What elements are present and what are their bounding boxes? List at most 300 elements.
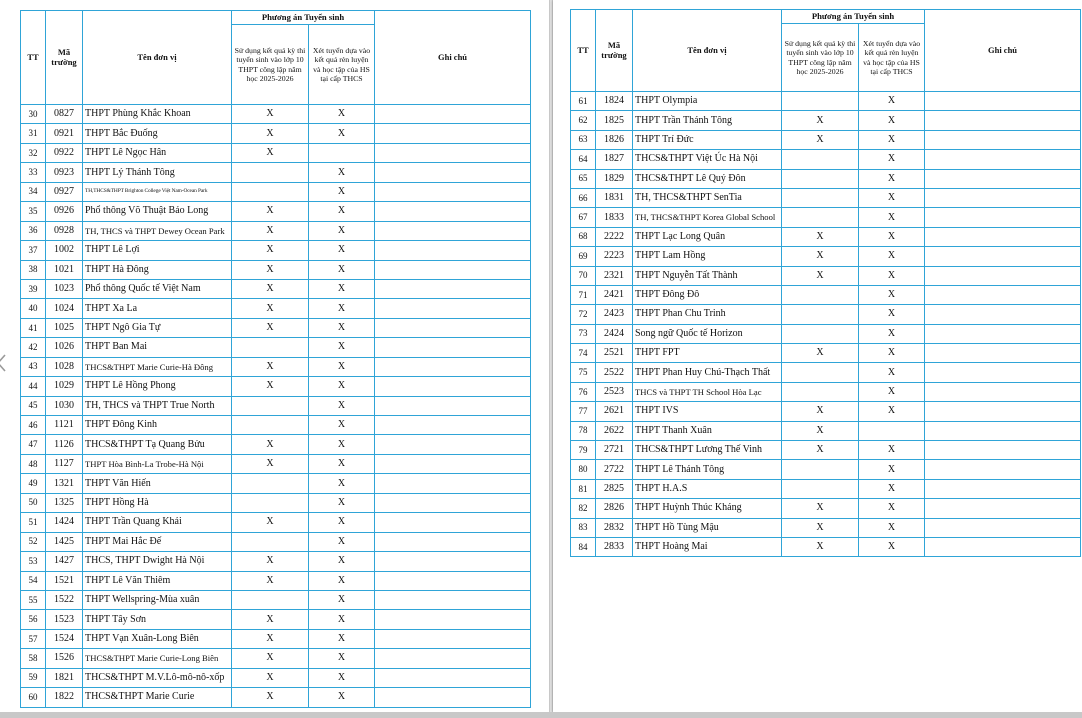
table-row [21,202,531,221]
school-code: 2825 [596,479,633,498]
option-exam-mark [232,163,309,182]
option-exam-mark: X [232,299,309,318]
table-row [571,344,1081,363]
option-records-mark: X [309,260,375,279]
option-records-mark: X [859,247,925,266]
note-cell [375,377,531,396]
unit-name: THPT Ban Mai [83,338,232,357]
unit-name: THPT Lý Thánh Tông [83,163,232,182]
unit-name: THPT Thanh Xuân [633,421,782,440]
unit-name: THPT Wellspring-Mùa xuân [83,590,232,609]
unit-name: THPT Trần Quang Khải [83,513,232,532]
school-code: 1030 [46,396,83,415]
option-exam-mark: X [782,441,859,460]
option-exam-mark: X [232,124,309,143]
admission-table-left [20,10,531,708]
note-cell [375,143,531,162]
option-records-mark: X [309,396,375,415]
note-cell [925,227,1081,246]
table-row [571,285,1081,304]
note-cell [925,169,1081,188]
table-row [571,499,1081,518]
option-records-mark: X [309,571,375,590]
table-row [21,552,531,571]
table-row [571,188,1081,207]
option-records-mark: X [859,402,925,421]
table-row [21,454,531,473]
note-cell [375,357,531,376]
previous-page-icon[interactable] [0,354,6,372]
option-exam-mark: X [782,499,859,518]
unit-name: THPT Lê Văn Thiêm [83,571,232,590]
header-option-school-records: Xét tuyển dựa vào kết quả rèn luyện và học tập của HS tại cấp THCS [309,25,375,105]
table-row [571,111,1081,130]
unit-name: THCS&THPT Lương Thế Vinh [633,441,782,460]
school-code: 2522 [596,363,633,382]
note-cell [925,479,1081,498]
row-number: 49 [21,474,46,493]
unit-name: THCS&THPT Marie Curie-Long Biên [83,649,232,668]
row-number: 62 [571,111,596,130]
option-records-mark: X [309,454,375,473]
unit-name: TH, THCS và THPT True North [83,396,232,415]
option-exam-mark [232,532,309,551]
note-cell [925,421,1081,440]
option-records-mark: X [309,105,375,124]
table-row [21,182,531,201]
option-exam-mark [232,590,309,609]
row-number: 41 [21,318,46,337]
table-row [21,105,531,124]
school-code: 1121 [46,416,83,435]
row-number: 35 [21,202,46,221]
school-code: 1023 [46,279,83,298]
school-code: 2321 [596,266,633,285]
school-code: 1824 [596,92,633,111]
note-cell [375,513,531,532]
unit-name: THPT Lê Thánh Tông [633,460,782,479]
row-number: 37 [21,241,46,260]
table-row [571,363,1081,382]
table-row [21,571,531,590]
unit-name: THPT Phùng Khắc Khoan [83,105,232,124]
option-exam-mark: X [232,357,309,376]
table-row [21,493,531,512]
table-row [571,421,1081,440]
table-row [21,338,531,357]
row-number: 64 [571,150,596,169]
table-row [21,163,531,182]
table-row [21,279,531,298]
table-row [21,143,531,162]
row-number: 58 [21,649,46,668]
note-cell [375,493,531,512]
row-number: 40 [21,299,46,318]
row-number: 32 [21,143,46,162]
unit-name: THPT Trần Thánh Tông [633,111,782,130]
option-exam-mark: X [232,143,309,162]
row-number: 50 [21,493,46,512]
table-row [21,241,531,260]
note-cell [375,454,531,473]
option-records-mark: X [309,182,375,201]
school-code: 1827 [596,150,633,169]
option-records-mark: X [859,188,925,207]
school-code: 1028 [46,357,83,376]
note-cell [925,344,1081,363]
note-cell [925,208,1081,227]
school-code: 1521 [46,571,83,590]
option-exam-mark: X [782,266,859,285]
school-code: 1025 [46,318,83,337]
school-code: 1424 [46,513,83,532]
unit-name: THPT Phan Huy Chú-Thạch Thất [633,363,782,382]
header-unit-name: Tên đơn vị [633,10,782,92]
note-cell [925,188,1081,207]
note-cell [375,182,531,201]
header-unit-name: Tên đơn vị [83,11,232,105]
row-number: 75 [571,363,596,382]
note-cell [925,111,1081,130]
option-exam-mark: X [232,649,309,668]
school-code: 1524 [46,629,83,648]
note-cell [375,318,531,337]
header-admission-plan: Phương án Tuyển sinh [232,11,375,25]
note-cell [925,247,1081,266]
row-number: 51 [21,513,46,532]
school-code: 1126 [46,435,83,454]
school-code: 2722 [596,460,633,479]
option-exam-mark: X [782,130,859,149]
row-number: 73 [571,324,596,343]
table-row [21,629,531,648]
option-exam-mark [782,363,859,382]
note-cell [925,537,1081,556]
table-body-right [571,92,1081,557]
school-code: 0926 [46,202,83,221]
unit-name: THCS&THPT M.V.Lô-mô-nô-xốp [83,668,232,687]
row-number: 47 [21,435,46,454]
option-exam-mark: X [232,668,309,687]
unit-name: THPT Tây Sơn [83,610,232,629]
option-records-mark: X [309,590,375,609]
unit-name: THPT IVS [633,402,782,421]
row-number: 55 [21,590,46,609]
table-row [571,402,1081,421]
header-option-school-records: Xét tuyển dựa vào kết quả rèn luyện và học tập của HS tại cấp THCS [859,24,925,92]
unit-name: THPT Nguyễn Tất Thành [633,266,782,285]
page-bottom-edge [0,712,1082,718]
unit-name: THCS, THPT Dwight Hà Nội [83,552,232,571]
table-row [21,435,531,454]
note-cell [375,668,531,687]
option-records-mark: X [309,610,375,629]
row-number: 84 [571,537,596,556]
note-cell [375,688,531,707]
table-row [571,169,1081,188]
option-exam-mark [232,416,309,435]
unit-name: THPT Hoàng Mai [633,537,782,556]
table-row [571,130,1081,149]
option-records-mark: X [309,474,375,493]
option-exam-mark: X [232,105,309,124]
option-exam-mark: X [232,571,309,590]
school-code: 1522 [46,590,83,609]
table-row [21,416,531,435]
row-number: 33 [21,163,46,182]
note-cell [375,396,531,415]
option-records-mark: X [309,241,375,260]
option-records-mark: X [309,668,375,687]
table-row [21,688,531,707]
unit-name: TH, THCS&THPT Korea Global School [633,208,782,227]
school-code: 2421 [596,285,633,304]
option-records-mark [859,421,925,440]
option-exam-mark [782,479,859,498]
note-cell [375,649,531,668]
option-records-mark: X [309,124,375,143]
note-cell [375,124,531,143]
table-row [571,92,1081,111]
school-code: 0921 [46,124,83,143]
option-records-mark: X [309,513,375,532]
note-cell [375,221,531,240]
option-exam-mark: X [232,221,309,240]
note-cell [375,435,531,454]
school-code: 2721 [596,441,633,460]
option-exam-mark: X [782,402,859,421]
school-code: 1026 [46,338,83,357]
row-number: 44 [21,377,46,396]
unit-name: THPT Lê Lợi [83,241,232,260]
school-code: 1831 [596,188,633,207]
unit-name: THPT Hòa Bình-La Trobe-Hà Nội [83,454,232,473]
table-body-left [21,105,531,708]
school-code: 1526 [46,649,83,668]
row-number: 45 [21,396,46,415]
table-row [21,610,531,629]
option-exam-mark: X [232,241,309,260]
option-records-mark: X [859,499,925,518]
note-cell [375,105,531,124]
table-row [571,227,1081,246]
row-number: 78 [571,421,596,440]
unit-name: THPT Lê Ngọc Hân [83,143,232,162]
table-row [21,357,531,376]
row-number: 63 [571,130,596,149]
option-records-mark: X [309,435,375,454]
unit-name: THPT Huỳnh Thúc Kháng [633,499,782,518]
note-cell [925,382,1081,401]
unit-name: TH,THCS&THPT Brighton College Việt Nam-Ocean Park [83,182,232,201]
note-cell [925,305,1081,324]
unit-name: TH, THCS và THPT Dewey Ocean Park [83,221,232,240]
header-option-exam-results: Sử dụng kết quả kỳ thi tuyển sinh vào lớp 10 THPT công lập năm học 2025-2026 [232,25,309,105]
note-cell [375,416,531,435]
option-records-mark: X [859,460,925,479]
option-exam-mark: X [782,227,859,246]
note-cell [925,92,1081,111]
table-row [21,260,531,279]
option-exam-mark: X [782,518,859,537]
row-number: 66 [571,188,596,207]
school-code: 0928 [46,221,83,240]
table-row [21,532,531,551]
note-cell [375,260,531,279]
row-number: 39 [21,279,46,298]
row-number: 59 [21,668,46,687]
row-number: 82 [571,499,596,518]
school-code: 2523 [596,382,633,401]
header-note: Ghi chú [375,11,531,105]
note-cell [925,499,1081,518]
unit-name: THPT Lạc Long Quân [633,227,782,246]
row-number: 79 [571,441,596,460]
table-row [571,537,1081,556]
table-row [571,460,1081,479]
row-number: 61 [571,92,596,111]
row-number: 31 [21,124,46,143]
option-exam-mark: X [232,552,309,571]
table-row [571,479,1081,498]
option-exam-mark [782,324,859,343]
unit-name: THPT Đông Kinh [83,416,232,435]
option-records-mark: X [859,324,925,343]
row-number: 67 [571,208,596,227]
table-row [21,299,531,318]
option-records-mark: X [309,338,375,357]
row-number: 69 [571,247,596,266]
admission-table-right [570,9,1081,557]
row-number: 76 [571,382,596,401]
row-number: 60 [21,688,46,707]
school-code: 2222 [596,227,633,246]
school-code: 1821 [46,668,83,687]
note-cell [925,363,1081,382]
option-records-mark: X [309,357,375,376]
row-number: 80 [571,460,596,479]
unit-name: THPT Hà Đông [83,260,232,279]
option-exam-mark: X [232,260,309,279]
option-exam-mark [782,208,859,227]
option-records-mark: X [309,202,375,221]
row-number: 52 [21,532,46,551]
row-number: 34 [21,182,46,201]
option-records-mark: X [859,266,925,285]
option-records-mark: X [309,377,375,396]
unit-name: Song ngữ Quốc tế Horizon [633,324,782,343]
option-exam-mark [782,382,859,401]
unit-name: THCS&THPT Marie Curie [83,688,232,707]
unit-name: THPT Bắc Đuống [83,124,232,143]
row-number: 46 [21,416,46,435]
unit-name: TH, THCS&THPT SenTia [633,188,782,207]
table-row [21,590,531,609]
option-exam-mark [782,150,859,169]
option-records-mark: X [309,299,375,318]
option-records-mark: X [859,305,925,324]
option-exam-mark [782,460,859,479]
unit-name: Phổ thông Quốc tế Việt Nam [83,279,232,298]
note-cell [375,552,531,571]
note-cell [375,571,531,590]
table-row [21,221,531,240]
note-cell [375,241,531,260]
table-row [571,382,1081,401]
unit-name: THCS và THPT TH School Hòa Lạc [633,382,782,401]
table-row [571,150,1081,169]
unit-name: THPT Phan Chu Trinh [633,305,782,324]
school-code: 2832 [596,518,633,537]
row-number: 54 [21,571,46,590]
option-exam-mark [232,396,309,415]
option-exam-mark: X [782,247,859,266]
note-cell [925,460,1081,479]
row-number: 57 [21,629,46,648]
school-code: 2423 [596,305,633,324]
school-code: 2521 [596,344,633,363]
school-code: 1325 [46,493,83,512]
option-records-mark: X [859,92,925,111]
unit-name: THPT Ngô Gia Tự [83,318,232,337]
unit-name: THPT Mai Hắc Đế [83,532,232,551]
unit-name: THPT Vạn Xuân-Long Biên [83,629,232,648]
table-row [21,396,531,415]
note-cell [925,402,1081,421]
option-exam-mark: X [232,688,309,707]
note-cell [925,130,1081,149]
unit-name: THCS&THPT Tạ Quang Bửu [83,435,232,454]
row-number: 72 [571,305,596,324]
option-records-mark: X [309,649,375,668]
option-records-mark: X [309,532,375,551]
row-number: 30 [21,105,46,124]
option-exam-mark: X [782,111,859,130]
option-exam-mark [232,338,309,357]
school-code: 1523 [46,610,83,629]
table-row [21,513,531,532]
table-row [21,318,531,337]
option-records-mark: X [309,552,375,571]
option-exam-mark [782,169,859,188]
table-row [21,649,531,668]
header-admission-plan: Phương án Tuyển sinh [782,10,925,24]
school-code: 1321 [46,474,83,493]
school-code: 1829 [596,169,633,188]
option-exam-mark: X [782,537,859,556]
unit-name: THCS&THPT Việt Úc Hà Nội [633,150,782,169]
note-cell [375,610,531,629]
note-cell [375,474,531,493]
unit-name: THPT H.A.S [633,479,782,498]
option-exam-mark: X [782,344,859,363]
option-records-mark: X [859,285,925,304]
header-tt: TT [571,10,596,92]
option-records-mark: X [859,537,925,556]
school-code: 2622 [596,421,633,440]
row-number: 68 [571,227,596,246]
row-number: 83 [571,518,596,537]
option-exam-mark: X [232,435,309,454]
header-note: Ghi chú [925,10,1081,92]
table-row [21,124,531,143]
school-code: 2833 [596,537,633,556]
row-number: 65 [571,169,596,188]
table-row [571,247,1081,266]
school-code: 1826 [596,130,633,149]
option-records-mark: X [859,208,925,227]
unit-name: THPT Hồng Hà [83,493,232,512]
